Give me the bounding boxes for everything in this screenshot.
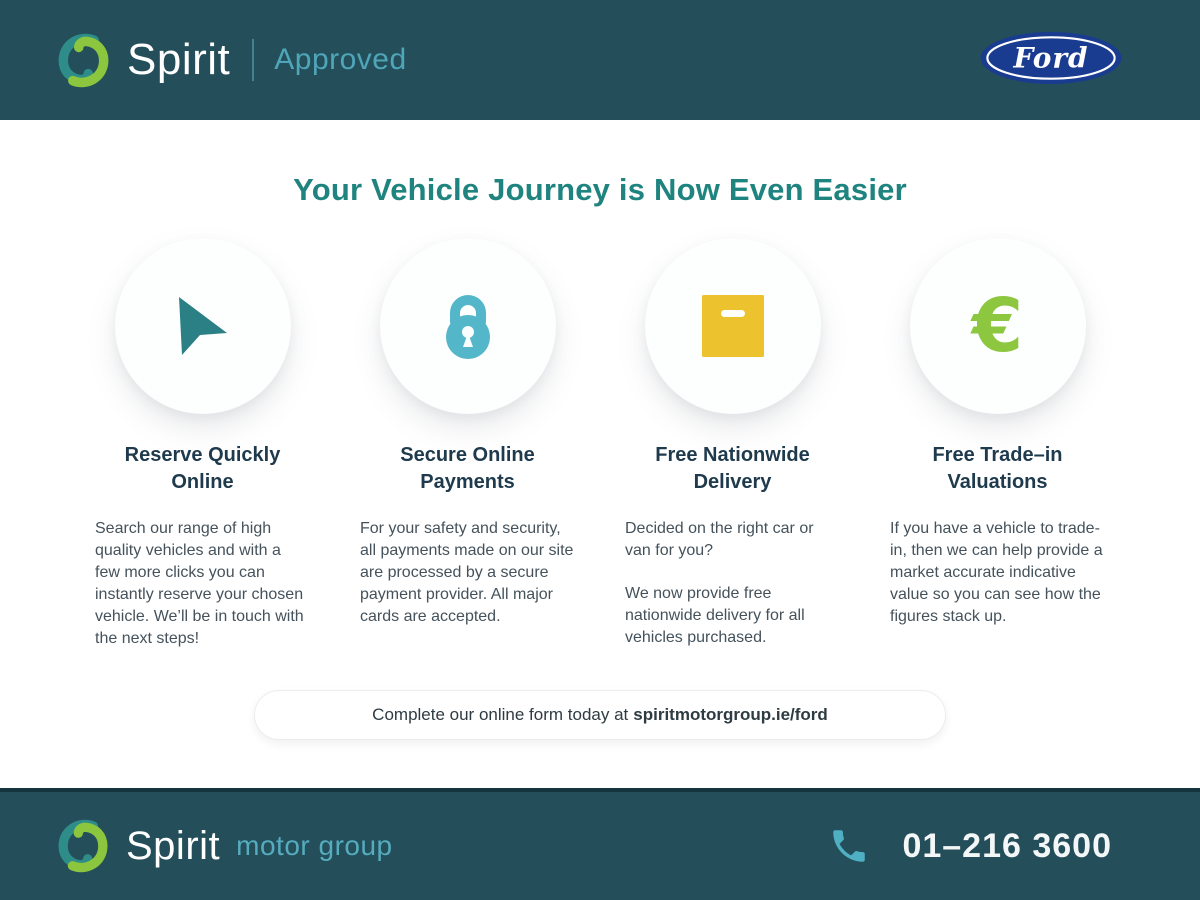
cta-banner[interactable] xyxy=(254,690,946,740)
feature-nationwide-delivery xyxy=(600,238,865,649)
parcel-icon-circle xyxy=(645,238,821,414)
feature-paragraph: We now provide free nationwide delivery for all vehicles purchased. xyxy=(625,584,805,646)
feature-title: Secure Online Payments xyxy=(400,444,535,493)
footer-bar xyxy=(0,788,1200,900)
brand-name: Spirit xyxy=(127,35,231,84)
feature-body xyxy=(600,518,865,649)
page-title: Your Vehicle Journey is Now Even Easier xyxy=(293,172,907,207)
phone-contact[interactable] xyxy=(828,825,1112,867)
brand-separator xyxy=(252,39,254,81)
cursor-icon xyxy=(178,296,228,356)
feature-body xyxy=(70,518,335,649)
cta-text: Complete our online form today at xyxy=(372,705,629,724)
feature-secure-payments xyxy=(335,238,600,649)
feature-paragraph: Search our range of high quality vehicles and with a few more clicks you can instantly reserve your chosen vehicle. We’ll be in touch with the next steps! xyxy=(95,520,304,647)
phone-number[interactable]: 01–216 3600 xyxy=(902,826,1112,865)
header-bar xyxy=(0,0,1200,120)
feature-paragraph: If you have a vehicle to trade-in, then we can help provide a market accurate indicative value so you can see how the figures stack up. xyxy=(890,520,1103,625)
cursor-icon-circle xyxy=(115,238,291,414)
brand-tagline: motor group xyxy=(236,830,393,861)
phone-icon xyxy=(828,825,870,867)
euro-icon: € xyxy=(971,283,1024,369)
spirit-motor-group-logo xyxy=(55,818,393,874)
spirit-logo-icon xyxy=(55,818,111,874)
ford-oval-icon xyxy=(978,31,1124,85)
feature-title: Free Nationwide Delivery xyxy=(655,444,810,493)
svg-text:Ford: Ford xyxy=(1013,41,1089,75)
feature-title: Reserve Quickly Online xyxy=(124,444,281,493)
feature-trade-in-valuations xyxy=(865,238,1130,649)
padlock-icon-circle xyxy=(380,238,556,414)
spirit-logo-icon xyxy=(55,32,112,89)
brand-name: Spirit xyxy=(126,823,221,868)
parcel-icon xyxy=(702,295,764,357)
cta-link[interactable]: spiritmotorgroup.ie/ford xyxy=(633,705,828,724)
spirit-approved-logo xyxy=(55,32,407,89)
feature-body xyxy=(865,518,1130,628)
euro-icon-circle xyxy=(910,238,1086,414)
feature-paragraph: Decided on the right car or van for you? xyxy=(625,520,814,559)
ford-logo xyxy=(978,31,1124,90)
feature-body xyxy=(335,518,600,628)
padlock-icon xyxy=(423,281,513,371)
approved-label: Approved xyxy=(274,43,407,76)
feature-paragraph: For your safety and security, all payments made on our site are processed by a secure payment provider. All major cards are accepted. xyxy=(360,520,574,625)
feature-row xyxy=(70,238,1130,649)
feature-title: Free Trade–in Valuations xyxy=(932,444,1063,493)
feature-reserve-online xyxy=(70,238,335,649)
